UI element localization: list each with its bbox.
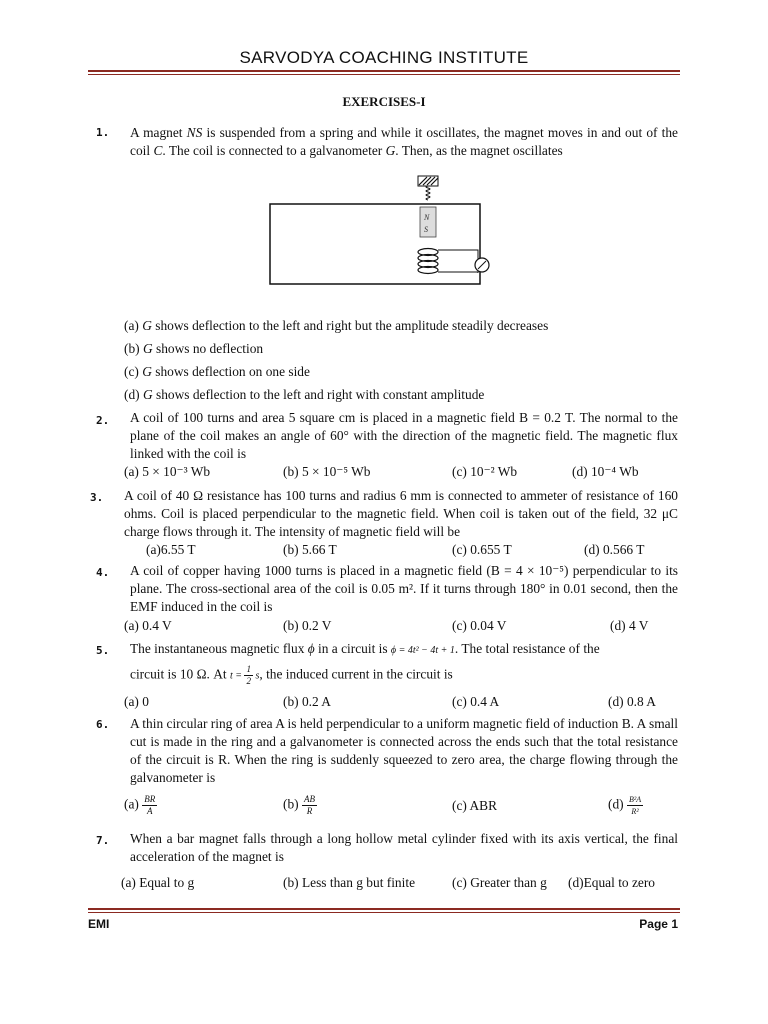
- magnet-s-label: S: [424, 225, 428, 234]
- q4-option-b: (b) 0.2 V: [283, 618, 332, 633]
- q7-option-d: (d)Equal to zero: [568, 875, 655, 890]
- footer-rule: [88, 908, 680, 910]
- magnet-coil-figure: [266, 174, 496, 286]
- q2-option-b: (b) 5 × 10⁻⁵ Wb: [283, 464, 371, 479]
- question-number-5: 5.: [96, 644, 110, 657]
- q4-option-c: (c) 0.04 V: [452, 618, 507, 633]
- institute-title: SARVODYA COACHING INSTITUTE: [239, 48, 529, 67]
- q1-option-a: (a) G shows deflection to the left and right but the amplitude steadily decreases: [124, 318, 549, 333]
- q7-option-a: (a) Equal to g: [121, 875, 195, 890]
- q4-option-a: (a) 0.4 V: [124, 618, 172, 633]
- flux-formula: ϕ = 4t² − 4t + 1: [390, 645, 455, 656]
- question-6-text: A thin circular ring of area A is held perpendicular to a uniform magnetic field of induction B. A small cut is made in the ring and a galvanometer is connected across the ends such that the total resistance of the circuit is R. When the ring is suddenly squeezed to zero area, the charge flowing through the galvanometer is: [130, 716, 678, 785]
- q3-option-b: (b) 5.66 T: [283, 542, 337, 557]
- footer-page-number: Page 1: [639, 917, 678, 931]
- q7-option-c: (c) Greater than g: [452, 875, 547, 890]
- q5-option-a: (a) 0: [124, 694, 149, 709]
- question-number-7: 7.: [96, 834, 110, 847]
- q2-option-d: (d) 10⁻⁴ Wb: [572, 464, 639, 479]
- time-fraction: $\frac{1}{2}$: [246, 664, 251, 686]
- question-number-6: 6.: [96, 718, 110, 731]
- q5-option-d: (d) 0.8 A: [608, 694, 656, 709]
- question-7-text: When a bar magnet falls through a long hollow metal cylinder fixed with its axis vertical, the final acceleration of the magnet is: [130, 831, 678, 864]
- question-5-line-1: The instantaneous magnetic flux ϕ in a circuit is ϕ = 4t² − 4t + 1. The total resistance of the: [130, 641, 600, 656]
- q2-option-a: (a) 5 × 10⁻³ Wb: [124, 464, 211, 479]
- q4-option-d: (d) 4 V: [610, 618, 649, 633]
- question-1-text: A magnet NS is suspended from a spring and while it oscillates, the magnet moves in and out of the coil C. The coil is connected to a galvanometer G. Then, as the magnet oscillates: [130, 125, 678, 158]
- question-5-line-2: circuit is 10 Ω. At t = $\frac{1}{2}$ s, the induced current in the circuit is: [130, 664, 453, 686]
- q6-option-b: (b) $\frac{AB}{R}$: [283, 794, 315, 816]
- q7-option-b: (b) Less than g but finite: [283, 875, 416, 890]
- q2-option-c: (c) 10⁻² Wb: [452, 464, 518, 479]
- question-number-4: 4.: [96, 566, 110, 579]
- question-2-text: A coil of 100 turns and area 5 square cm is placed in a magnetic field B = 0.2 T. The normal to the plane of the coil makes an angle of 60° with the direction of the magnetic field. The magnetic flux linked with the coil is: [130, 410, 678, 461]
- q6-option-c: (c) ABR: [452, 798, 498, 813]
- header-rule: [88, 70, 680, 72]
- section-title: EXERCISES-I: [342, 94, 426, 109]
- footer-chapter: EMI: [88, 917, 110, 931]
- q3-option-a: (a)6.55 T: [146, 542, 196, 557]
- q5-option-c: (c) 0.4 A: [452, 694, 500, 709]
- question-4-text: A coil of copper having 1000 turns is placed in a magnetic field (B = 4 × 10⁻⁵) perpendicular to its plane. The cross-sectional area of the coil is 0.05 m². If it turns through 180° in 0.01 second, then the EMF induced in the coil is: [130, 563, 678, 614]
- q6-option-a: (a) $\frac{BR}{A}$: [124, 794, 156, 816]
- question-number-2: 2.: [96, 414, 110, 427]
- q1-option-b: (b) G shows no deflection: [124, 341, 264, 356]
- q1-option-d: (d) G shows deflection to the left and right with constant amplitude: [124, 387, 485, 402]
- q3-option-d: (d) 0.566 T: [584, 542, 645, 557]
- q3-option-c: (c) 0.655 T: [452, 542, 512, 557]
- magnet-n-label: N: [424, 213, 430, 222]
- q6-option-d: (d) $\frac{\text{B²A}}{\text{R²}}$: [608, 795, 642, 816]
- question-number-3: 3.: [90, 491, 104, 504]
- footer-rule-thin: [88, 912, 680, 913]
- question-number-1: 1.: [96, 126, 110, 139]
- header-rule-thin: [88, 74, 680, 75]
- q5-option-b: (b) 0.2 A: [283, 694, 331, 709]
- question-3-text: A coil of 40 Ω resistance has 100 turns and radius 6 mm is connected to ammeter of resistance of 160 ohms. Coil is placed perpendicular to the magnetic field. When coil is taken out of the field, 32 μC charge flows through it. The intensity of magnetic field will be: [124, 488, 678, 539]
- q1-option-c: (c) G shows deflection on one side: [124, 364, 310, 379]
